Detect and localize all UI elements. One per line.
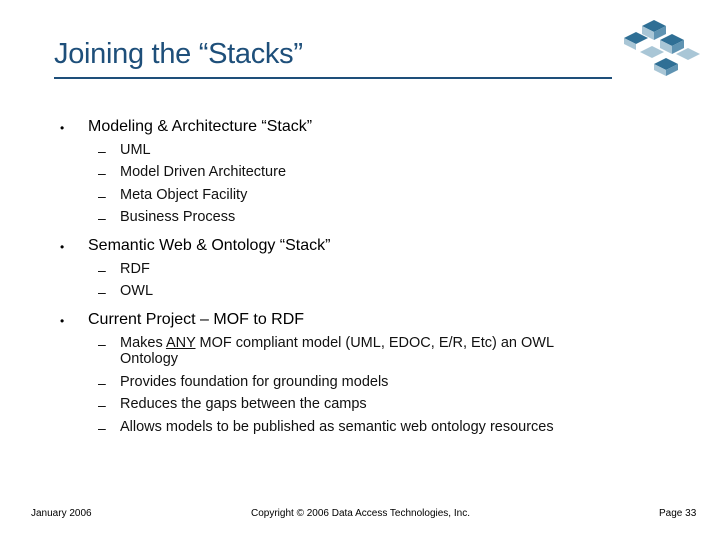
footer-page-number: Page 33 [659,508,697,519]
list-item: Model Driven Architecture [120,164,287,180]
list-item: Provides foundation for grounding models [120,374,389,390]
dash-icon: – [98,210,106,226]
dash-icon: – [98,397,106,413]
item-text-post: MOF compliant model (UML, EDOC, E/R, Etc) an OWL Ontology [120,335,554,367]
dash-icon: – [98,165,106,181]
list-item: OWL [120,283,154,299]
bullet-icon: • [60,240,65,254]
dash-icon: – [98,262,106,278]
dash-icon: – [98,188,106,204]
dash-icon: – [98,420,106,436]
list-item: Business Process [120,209,236,225]
list-item: RDF [120,261,150,277]
section-heading-semantic-web: Semantic Web & Ontology “Stack” [88,237,331,254]
list-item: UML [120,142,151,158]
page-title: Joining the “Stacks” [54,38,303,70]
section-heading-current-project: Current Project – MOF to RDF [88,311,305,328]
section-heading-modeling: Modeling & Architecture “Stack” [88,118,313,135]
list-item: Reduces the gaps between the camps [120,396,367,412]
dash-icon: – [98,284,106,300]
list-item [120,335,610,367]
footer-copyright: Copyright © 2006 Data Access Technologies, Inc. [251,508,470,519]
bullet-icon: • [60,314,65,328]
footer-date: January 2006 [31,508,92,519]
item-text-pre: Makes [120,335,166,351]
list-item: Allows models to be published as semantic web ontology resources [120,419,554,435]
bullet-icon: • [60,121,65,135]
dash-icon: – [98,336,106,352]
dash-icon: – [98,143,106,159]
item-text-emphasis: ANY [165,335,196,351]
list-item: Meta Object Facility [120,187,248,203]
dash-icon: – [98,375,106,391]
